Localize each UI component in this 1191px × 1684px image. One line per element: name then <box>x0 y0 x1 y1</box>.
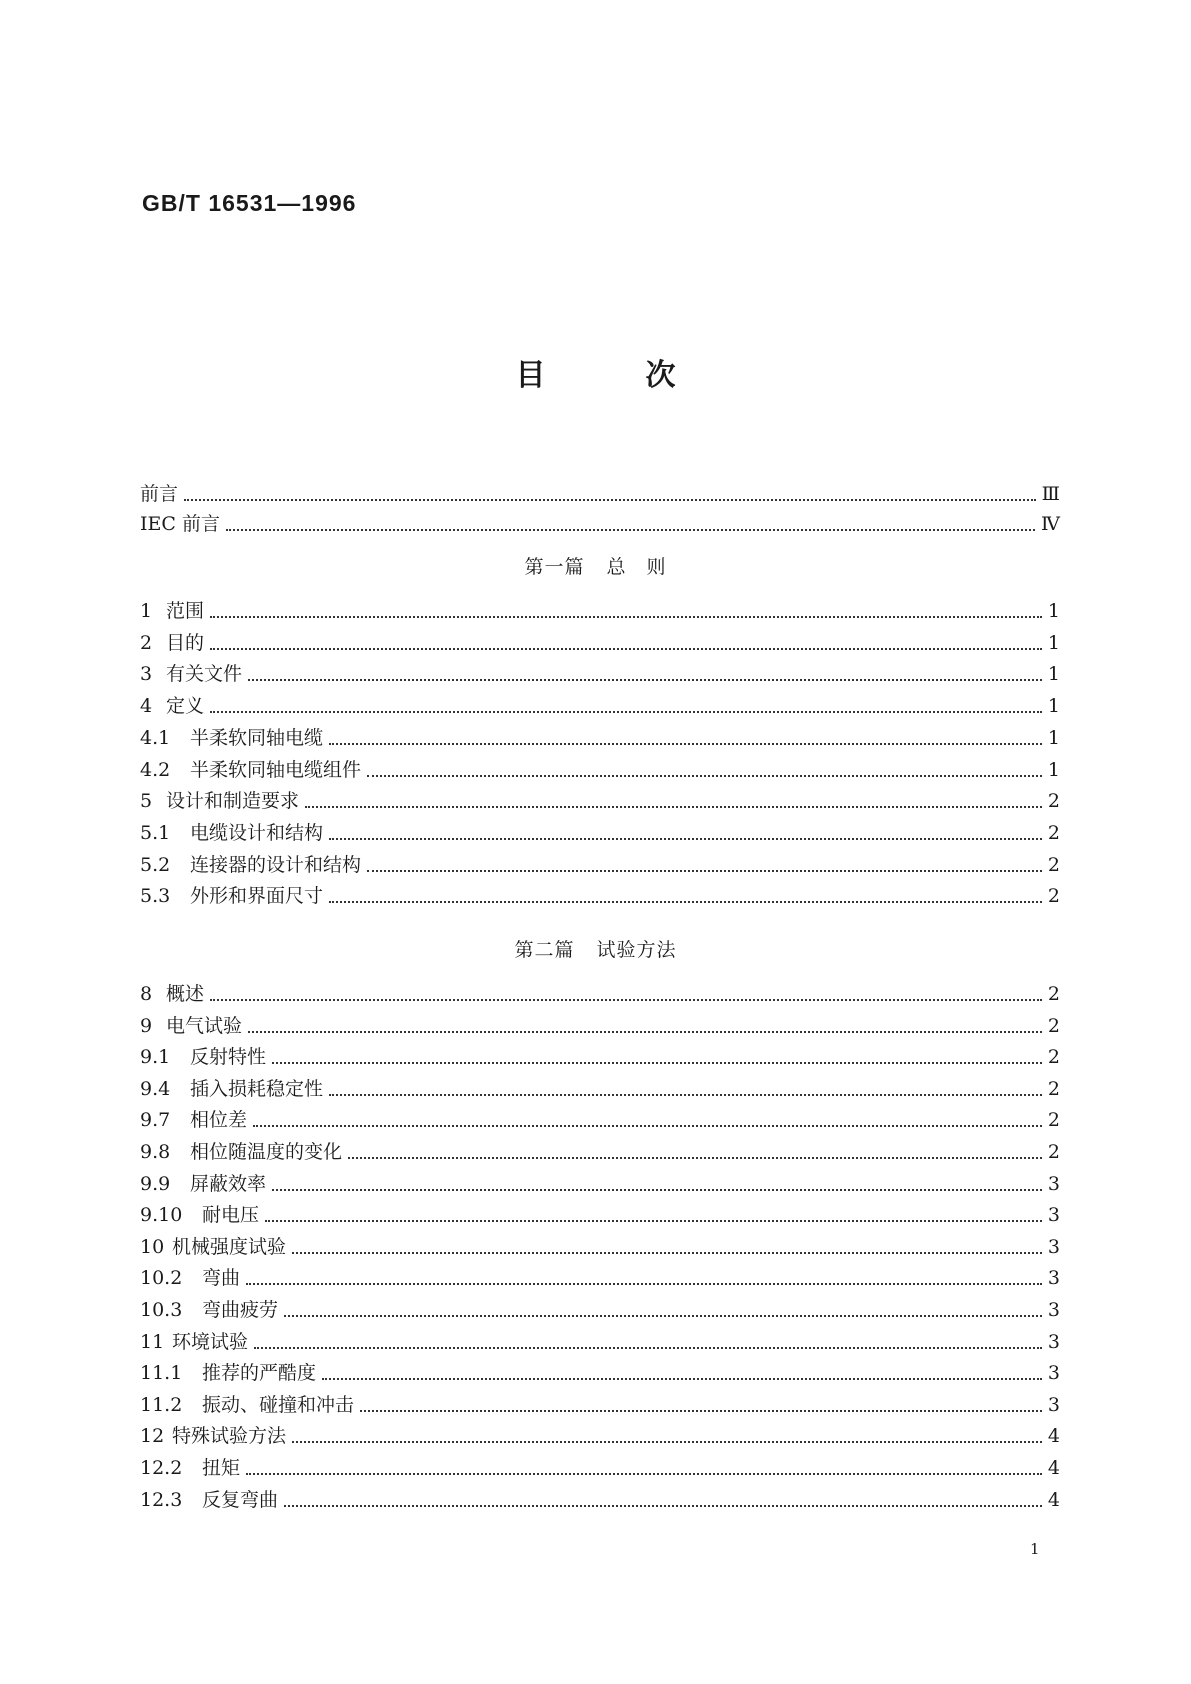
toc-leader-dots <box>210 616 1042 618</box>
toc-entry-page: Ⅲ <box>1041 483 1060 505</box>
toc-entry-page: 1 <box>1047 695 1060 717</box>
toc-entry-row <box>140 1296 1060 1324</box>
toc-entry-number: 9.10 <box>140 1204 183 1226</box>
toc-entry-title: 电气试验 <box>166 1015 243 1037</box>
toc-entry-row <box>140 724 1060 752</box>
standard-code: GB/T 16531—1996 <box>142 190 357 216</box>
toc-entry-title: 概述 <box>166 983 205 1005</box>
toc-entry-number: 9.4 <box>140 1078 171 1100</box>
toc-leader-dots <box>210 648 1042 650</box>
toc-entry-title: 目的 <box>166 632 205 654</box>
toc-entry-number: 11 <box>140 1331 165 1353</box>
toc-entry-title: 弯曲 <box>202 1267 241 1289</box>
toc-entry-number: 4 <box>140 695 153 717</box>
toc-entry-row <box>140 629 1060 657</box>
toc-entry-page: 2 <box>1047 854 1060 876</box>
toc-entry-title: 半柔软同轴电缆 <box>190 727 324 749</box>
toc-entry-row <box>140 692 1060 720</box>
toc-leader-dots <box>367 870 1042 872</box>
toc-entry-title: 连接器的设计和结构 <box>190 854 362 876</box>
toc-entry-row <box>140 1264 1060 1292</box>
toc-entry-title: 有关文件 <box>166 663 243 685</box>
toc-entry-title: 相位差 <box>190 1109 248 1131</box>
toc-entry-row <box>140 1138 1060 1166</box>
toc-entry-row <box>140 1012 1060 1040</box>
toc-entry-number: 10 <box>140 1236 165 1258</box>
toc-entry-page: 4 <box>1047 1425 1060 1447</box>
toc-entry-title: 相位随温度的变化 <box>190 1141 343 1163</box>
toc-leader-dots <box>210 711 1042 713</box>
toc-entry-row <box>140 1486 1060 1514</box>
toc-leader-dots <box>265 1220 1042 1222</box>
toc-entry-row <box>140 980 1060 1008</box>
toc-entry-row <box>140 1391 1060 1419</box>
toc-entry-number: 12.2 <box>140 1457 183 1479</box>
toc-entry-number: 5 <box>140 790 153 812</box>
toc-entry-number: 5.2 <box>140 854 171 876</box>
toc-entry-number: 9.8 <box>140 1141 171 1163</box>
toc-entry-row <box>140 1454 1060 1482</box>
toc-entry-page: Ⅳ <box>1041 513 1060 535</box>
toc-leader-dots <box>184 499 1036 501</box>
toc-leader-dots <box>305 806 1042 808</box>
toc-entry-row <box>140 851 1060 879</box>
toc-entry-number: 5.1 <box>140 822 171 844</box>
toc-entry-row <box>140 882 1060 910</box>
toc-entry-page: 2 <box>1047 822 1060 844</box>
toc-entry-page: 2 <box>1047 1015 1060 1037</box>
toc-entry-title: 耐电压 <box>202 1204 260 1226</box>
toc-entry-title: 插入损耗稳定性 <box>190 1078 324 1100</box>
toc-leader-dots <box>292 1252 1042 1254</box>
toc-entry-number: 11.1 <box>140 1362 183 1384</box>
toc-entry-page: 2 <box>1047 1141 1060 1163</box>
toc-entry-row <box>140 1233 1060 1261</box>
toc-entry-page: 1 <box>1047 663 1060 685</box>
toc-leader-dots <box>272 1189 1042 1191</box>
toc-entry-row <box>140 1201 1060 1229</box>
toc-entry-number: 9.9 <box>140 1173 171 1195</box>
part-heading-1 <box>0 553 1191 581</box>
part-heading-title: 试验方法 <box>596 939 677 961</box>
part-heading-number: 第二篇 <box>514 939 575 961</box>
toc-entry-page: 2 <box>1047 1109 1060 1131</box>
part-heading-2 <box>0 936 1191 964</box>
toc-leader-dots <box>246 1283 1042 1285</box>
toc-entry-title: 反复弯曲 <box>202 1489 279 1511</box>
toc-entry-title: IEC 前言 <box>140 513 220 535</box>
toc-entry-number: 9 <box>140 1015 153 1037</box>
toc-entry-page: 4 <box>1047 1457 1060 1479</box>
toc-entry-page: 2 <box>1047 790 1060 812</box>
toc-entry-number: 11.2 <box>140 1394 183 1416</box>
toc-leader-dots <box>367 775 1042 777</box>
toc-entry-number: 9.1 <box>140 1046 171 1068</box>
toc-entry-row <box>140 660 1060 688</box>
toc-entry-row <box>140 1359 1060 1387</box>
toc-entry-row <box>140 1106 1060 1134</box>
toc-entry-page: 2 <box>1047 1046 1060 1068</box>
toc-entry-page: 1 <box>1047 632 1060 654</box>
toc-entry-title: 设计和制造要求 <box>166 790 300 812</box>
toc-entry-row <box>140 1043 1060 1071</box>
toc-entry-title: 机械强度试验 <box>172 1236 287 1258</box>
toc-entry-row <box>140 819 1060 847</box>
toc-entry-title: 电缆设计和结构 <box>190 822 324 844</box>
toc-entry-row <box>140 787 1060 815</box>
toc-entry-page: 3 <box>1047 1362 1060 1384</box>
toc-entry-page: 1 <box>1047 759 1060 781</box>
toc-entry-title: 环境试验 <box>172 1331 249 1353</box>
toc-entry-number: 8 <box>140 983 153 1005</box>
toc-leader-dots <box>284 1505 1042 1507</box>
toc-leader-dots <box>248 679 1042 681</box>
toc-leader-dots <box>329 901 1042 903</box>
toc-entry-row <box>140 756 1060 784</box>
toc-leader-dots <box>360 1410 1042 1412</box>
toc-entry-number: 9.7 <box>140 1109 171 1131</box>
toc-entry-row <box>140 1170 1060 1198</box>
toc-entry-title: 振动、碰撞和冲击 <box>202 1394 355 1416</box>
toc-leader-dots <box>226 529 1035 531</box>
toc-entry-number: 12 <box>140 1425 165 1447</box>
toc-entry-number: 2 <box>140 632 153 654</box>
toc-front-matter-row <box>140 480 1060 508</box>
toc-entry-row <box>140 1328 1060 1356</box>
toc-entry-number: 10.3 <box>140 1299 183 1321</box>
page-number: 1 <box>1030 1540 1040 1558</box>
toc-entry-page: 2 <box>1047 983 1060 1005</box>
toc-entry-row <box>140 1422 1060 1450</box>
toc-entry-title: 定义 <box>166 695 205 717</box>
toc-leader-dots <box>292 1441 1042 1443</box>
toc-entry-title: 外形和界面尺寸 <box>190 885 324 907</box>
toc-entry-row <box>140 1075 1060 1103</box>
toc-entry-title: 特殊试验方法 <box>172 1425 287 1447</box>
toc-leader-dots <box>272 1062 1042 1064</box>
toc-entry-page: 4 <box>1047 1489 1060 1511</box>
toc-entry-number: 4.1 <box>140 727 171 749</box>
toc-entry-title: 半柔软同轴电缆组件 <box>190 759 362 781</box>
toc-leader-dots <box>329 838 1042 840</box>
toc-entry-number: 4.2 <box>140 759 171 781</box>
toc-entry-title: 推荐的严酷度 <box>202 1362 317 1384</box>
toc-front-matter-row <box>140 510 1060 538</box>
toc-leader-dots <box>322 1378 1042 1380</box>
toc-entry-title: 反射特性 <box>190 1046 267 1068</box>
toc-leader-dots <box>210 999 1042 1001</box>
toc-entry-page: 2 <box>1047 1078 1060 1100</box>
toc-leader-dots <box>248 1031 1042 1033</box>
toc-entry-page: 3 <box>1047 1173 1060 1195</box>
toc-entry-number: 12.3 <box>140 1489 183 1511</box>
toc-entry-number: 5.3 <box>140 885 171 907</box>
toc-leader-dots <box>348 1157 1042 1159</box>
toc-entry-page: 3 <box>1047 1331 1060 1353</box>
toc-entry-page: 2 <box>1047 885 1060 907</box>
toc-entry-page: 3 <box>1047 1394 1060 1416</box>
toc-entry-page: 3 <box>1047 1236 1060 1258</box>
toc-leader-dots <box>246 1473 1042 1475</box>
toc-entry-number: 1 <box>140 600 153 622</box>
toc-leader-dots <box>329 743 1042 745</box>
toc-entry-page: 1 <box>1047 600 1060 622</box>
toc-entry-page: 3 <box>1047 1204 1060 1226</box>
toc-entry-number: 10.2 <box>140 1267 183 1289</box>
toc-entry-title: 前言 <box>140 483 179 505</box>
toc-entry-title: 屏蔽效率 <box>190 1173 267 1195</box>
part-heading-title: 总 则 <box>606 556 667 578</box>
toc-leader-dots <box>254 1347 1042 1349</box>
toc-entry-title: 扭矩 <box>202 1457 241 1479</box>
part-heading-number: 第一篇 <box>524 556 585 578</box>
toc-entry-page: 3 <box>1047 1267 1060 1289</box>
toc-entry-number: 3 <box>140 663 153 685</box>
toc-leader-dots <box>329 1094 1042 1096</box>
toc-entry-title: 范围 <box>166 600 205 622</box>
toc-title: 目次 <box>515 358 776 393</box>
toc-entry-row <box>140 597 1060 625</box>
toc-leader-dots <box>284 1315 1042 1317</box>
toc-entry-title: 弯曲疲劳 <box>202 1299 279 1321</box>
toc-entry-page: 1 <box>1047 727 1060 749</box>
toc-entry-page: 3 <box>1047 1299 1060 1321</box>
toc-leader-dots <box>253 1125 1042 1127</box>
